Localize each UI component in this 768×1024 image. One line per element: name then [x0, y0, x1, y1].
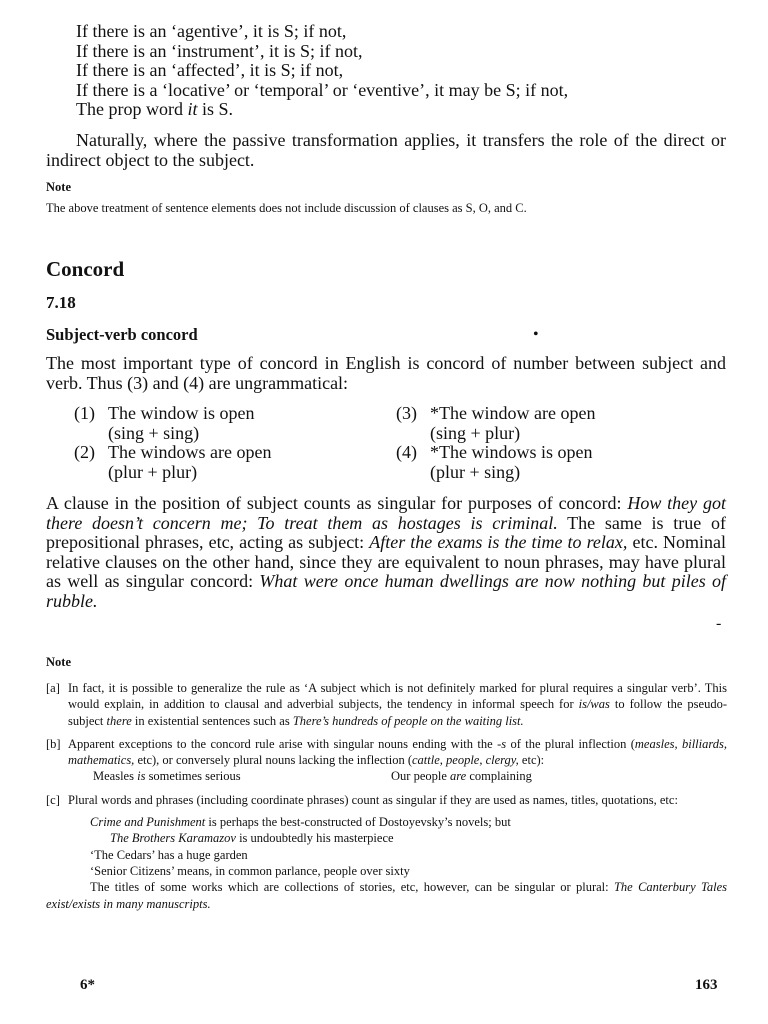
examples-right-column — [396, 404, 726, 482]
examples-left-column — [74, 404, 384, 482]
stray-dot-mark: • — [533, 326, 539, 343]
note-item-c — [46, 792, 727, 808]
example-item — [74, 404, 384, 443]
rule-line: If there is an ‘affected’, it is S; if not, — [76, 60, 344, 80]
note-label: [c] — [46, 792, 60, 807]
passive-paragraph: Naturally, where the passive transformation applies, it transfers the role of the direct or indirect object to the subject. — [46, 130, 726, 170]
page-number: 163 — [695, 977, 718, 993]
note-example-pair — [68, 768, 727, 784]
example-item — [396, 404, 726, 443]
example-gloss: (sing + plur) — [430, 422, 521, 443]
example-sentence: The window is open — [108, 403, 255, 423]
note-label: [a] — [46, 681, 60, 695]
note-heading: Note — [46, 180, 71, 194]
section-title: Concord — [46, 257, 125, 281]
example-number: (2) — [74, 442, 95, 462]
section-number: 7.18 — [46, 293, 76, 312]
example-item — [396, 443, 726, 482]
note-example: Crime and Punishment is perhaps the best-constructed of Dostoyevsky’s novels; but — [90, 815, 511, 830]
note-item-b — [46, 736, 727, 785]
note-example: Measles is sometimes serious — [93, 769, 241, 784]
example-item — [74, 443, 384, 482]
note-c-examples — [46, 814, 727, 879]
example-gloss: (plur + sing) — [430, 461, 521, 482]
note-body: Apparent exceptions to the concord rule arise with singular nouns ending with the -s of the plural inflection (measles, billiards, mathematics, etc), or conversely plural nouns lacking the inflection (cattle, people, clergy, etc): Measles is sometimes serious Our people are complaining — [68, 736, 728, 784]
example-sentence: *The window are open — [430, 403, 596, 423]
rule-line: If there is an ‘instrument’, it is S; if not, — [76, 40, 363, 61]
stray-dot-mark: - — [716, 615, 722, 632]
notes-list — [46, 680, 727, 912]
example-number: (1) — [74, 403, 95, 423]
note-example: Our people are complaining — [391, 769, 532, 784]
rule-line-prop-word: The prop word it is S. — [76, 99, 234, 119]
example-sentence: *The windows is open — [430, 442, 593, 462]
clause-subject-paragraph: A clause in the position of subject counts as singular for purposes of concord: How they got there doesn’t concern me; To treat them as hostages is criminal. The same is true of prepositional phrases, etc, acting as subject: After the exams is the time to relax, etc. Nominal relative clauses on the other hand, since they are equivalent to noun phrases, may have plural as well as singular concord: What were once human dwellings are now nothing but piles of rubble. — [46, 493, 726, 611]
subsection-heading: Subject-verb concord — [46, 325, 198, 344]
note-example: The Brothers Karamazov is undoubtedly his masterpiece — [110, 831, 394, 846]
signature-mark: 6* — [80, 977, 95, 993]
example-gloss: (sing + sing) — [108, 422, 200, 443]
note-body: Plural words and phrases (including coordinate phrases) count as singular if they are used as names, titles, quotations, etc: — [68, 792, 678, 807]
note-example: ‘The Cedars’ has a huge garden — [90, 847, 248, 862]
note-c-closing: The titles of some works which are collections of stories, etc, however, can be singular or plural: The Canterbury Tales exist/exists in many manuscripts. — [46, 880, 727, 911]
rule-line: If there is a ‘locative’ or ‘temporal’ or ‘eventive’, it may be S; if not, — [76, 79, 569, 100]
note-label: [b] — [46, 736, 61, 751]
note-body: In fact, it is possible to generalize the rule as ‘A subject which is not definitely marked for plural requires a singular verb’. This would explain, in addition to clausal and adverbial subjects, the tendency in informal speech for is/was to follow the pseudo-subject there in existential sentences such as There’s hundreds of people on the waiting list. — [68, 681, 727, 728]
example-number: (3) — [396, 403, 417, 423]
note-item-a — [46, 680, 727, 729]
example-sentence: The windows are open — [108, 442, 272, 462]
note-text: The above treatment of sentence elements does not include discussion of clauses as S, O, and C. — [46, 201, 527, 215]
rule-line: If there is an ‘agentive’, it is S; if not, — [76, 21, 347, 41]
note-example: ‘Senior Citizens’ means, in common parlance, people over sixty — [90, 863, 410, 878]
subject-rules-list — [76, 22, 736, 120]
example-gloss: (plur + plur) — [108, 461, 198, 482]
note-heading: Note — [46, 655, 71, 669]
intro-paragraph: The most important type of concord in English is concord of number between subject and verb. Thus (3) and (4) are ungrammatical: — [46, 353, 726, 393]
example-number: (4) — [396, 442, 417, 462]
